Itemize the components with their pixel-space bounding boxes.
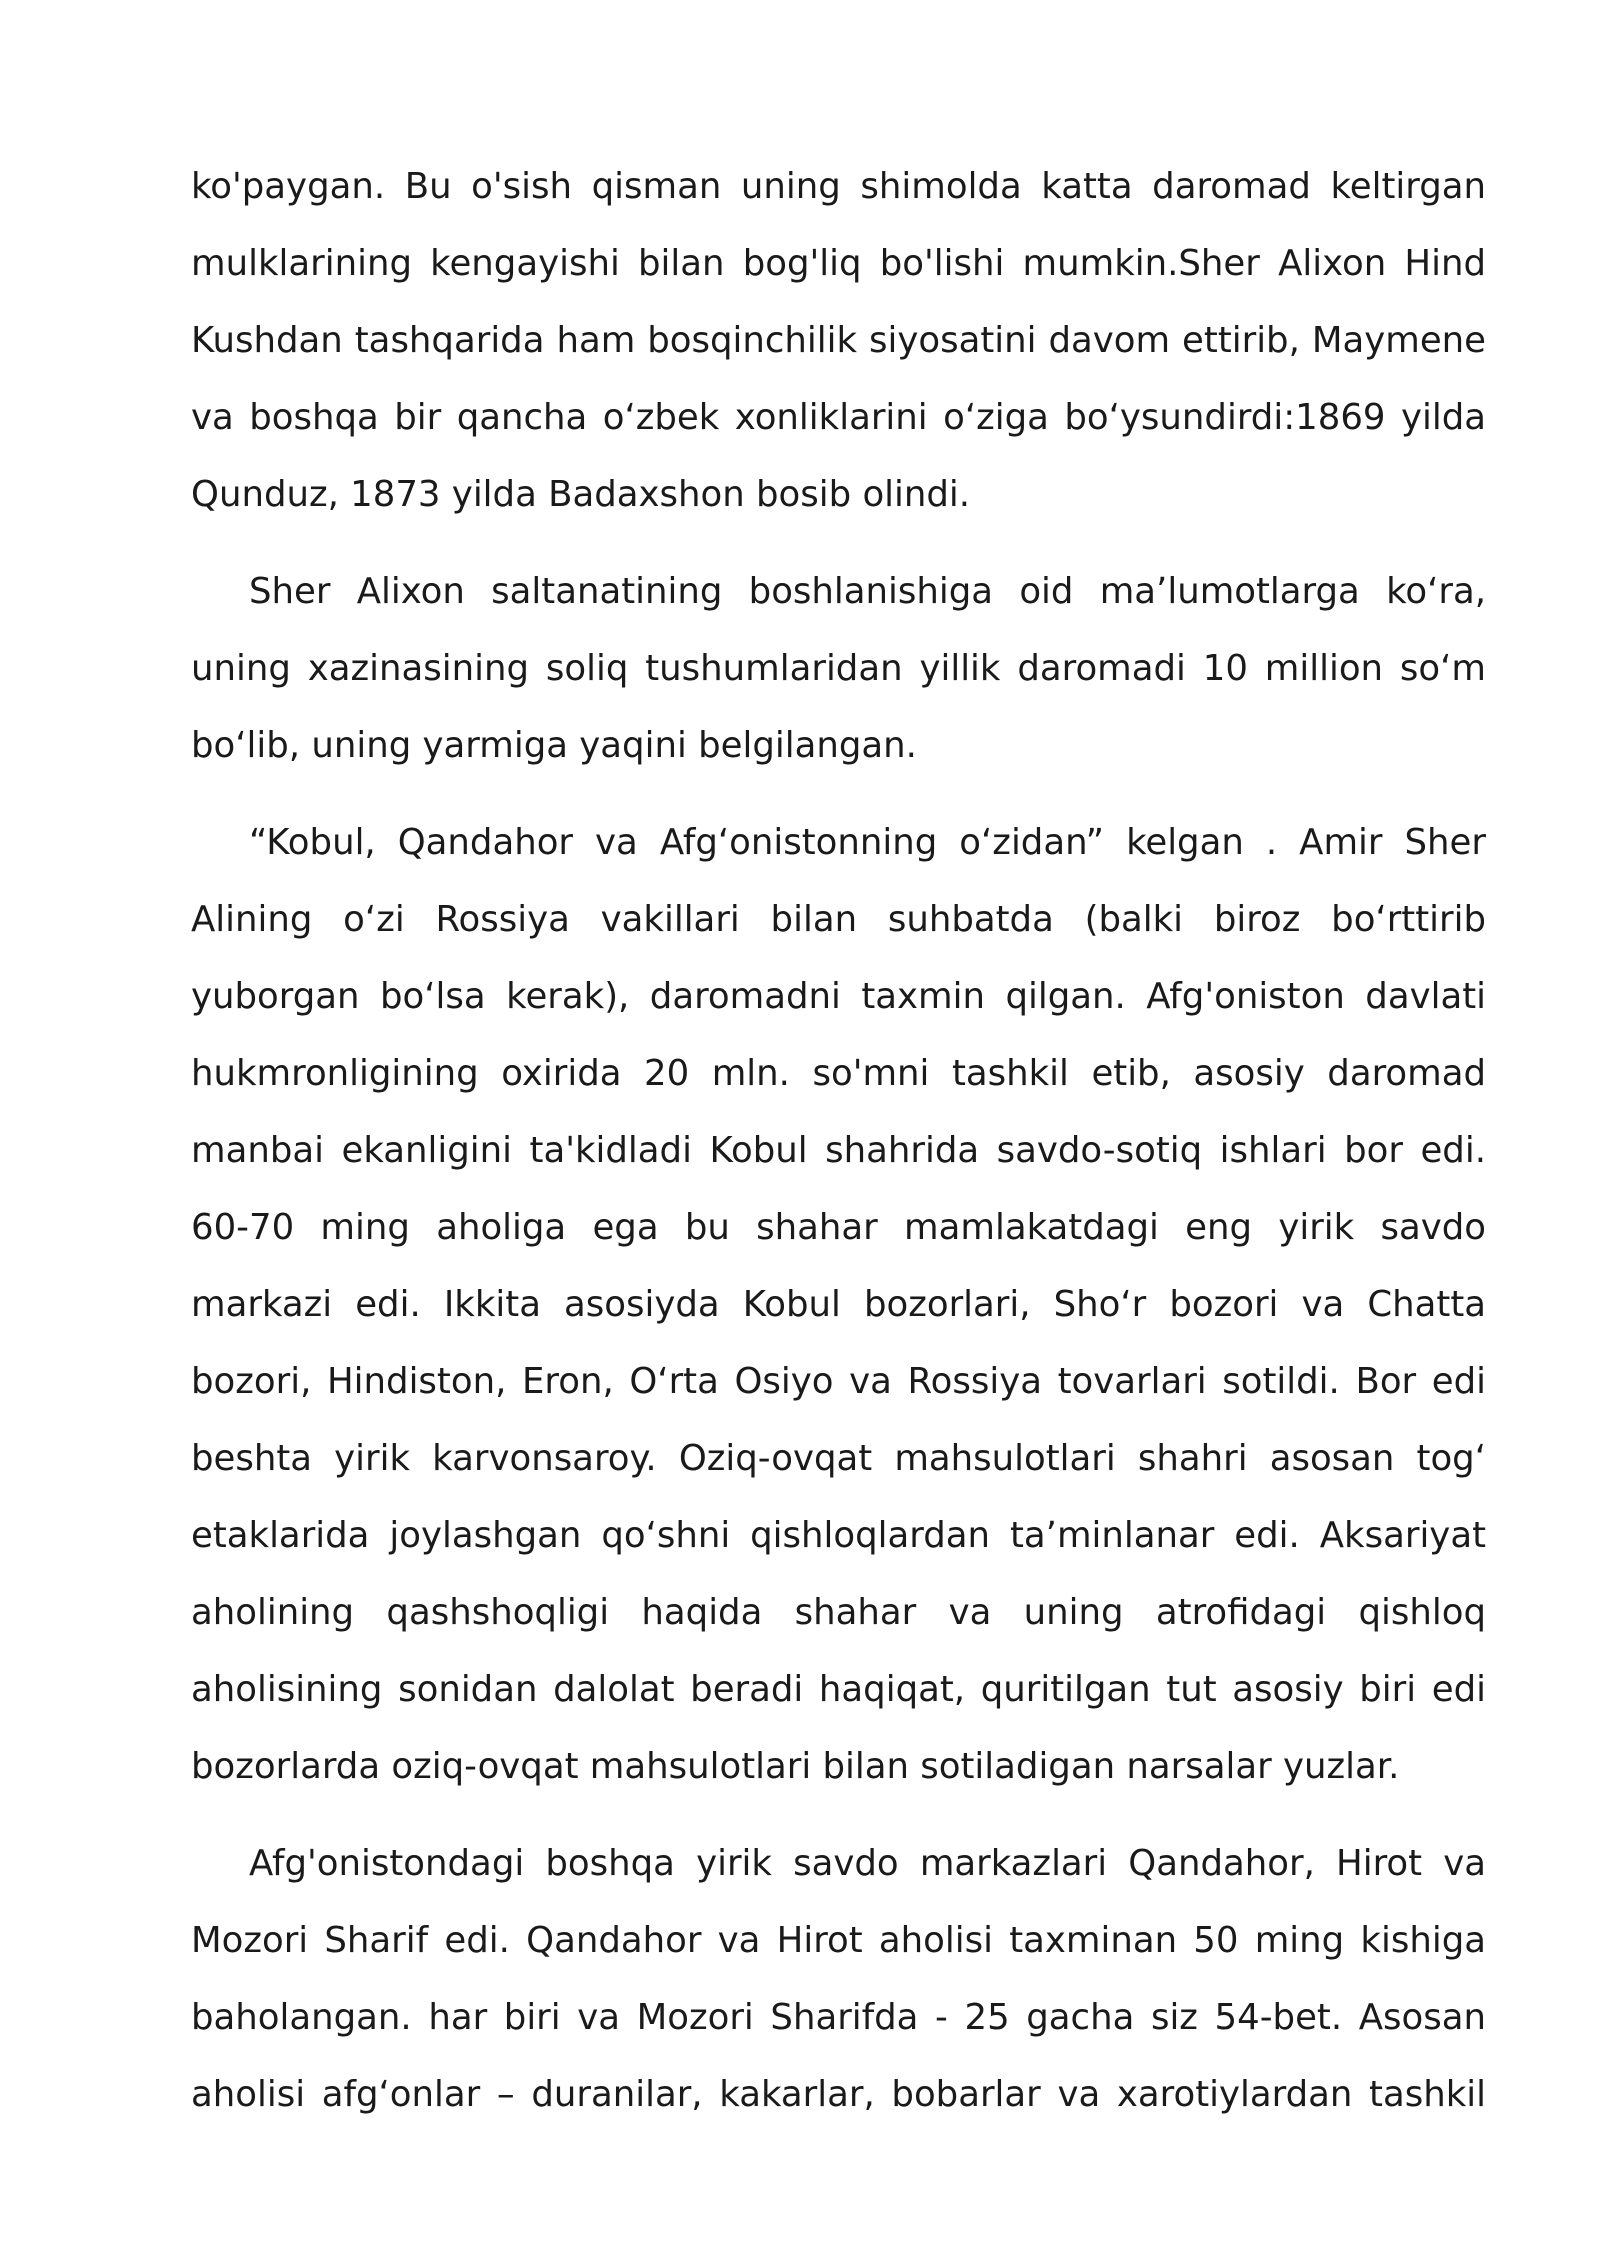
document-body (191, 148, 1486, 2133)
paragraph-3: “Kobul, Qandahor va Afgʻonistonning oʻzidan” kelgan . Amir Sher Alining oʻzi Rossiya vakillari bilan suhbatda (balki biroz boʻrttirib yuborgan boʻlsa kerak), daromadni taxmin qilgan. Afg'oniston davlati hukmronligining oxirida 20 mln. so'mni tashkil etib, asosiy daromad manbai ekanligini ta'kidladi Kobul shahrida savdo-sotiq ishlari bor edi. 60-70 ming aholiga ega bu shahar mamlakatdagi eng yirik savdo markazi edi. Ikkita asosiyda Kobul bozorlari, Shoʻr bozori va Chatta bozori, Hindiston, Eron, Oʻrta Osiyo va Rossiya tovarlari sotildi. Bor edi beshta yirik karvonsaroy. Oziq-ovqat mahsulotlari shahri asosan togʻ etaklarida joylashgan qoʻshni qishloqlardan taʼminlanar edi. Aksariyat aholining qashshoqligi haqida shahar va uning atrofidagi qishloq aholisining sonidan dalolat beradi haqiqat, quritilgan tut asosiy biri edi bozorlarda oziq-ovqat mahsulotlari bilan sotiladigan narsalar yuzlar. (191, 822, 1486, 1787)
paragraph-2: Sher Alixon saltanatining boshlanishiga oid maʼlumotlarga koʻra, uning xazinasining soliq tushumlaridan yillik daromadi 10 million soʻm boʻlib, uning yarmiga yaqini belgilangan. (191, 571, 1486, 766)
paragraph-4: Afg'onistondagi boshqa yirik savdo markazlari Qandahor, Hirot va Mozori Sharif edi. Qandahor va Hirot aholisi taxminan 50 ming kishiga baholangan. har biri va Mozori Sharifda - 25 gacha siz 54-bet. Asosan aholisi afgʻonlar – duranilar, kakarlar, bobarlar va xarotiylardan tashkil (191, 1843, 1486, 2115)
paragraph-1: ko'paygan. Bu o'sish qisman uning shimolda katta daromad keltirgan mulklarining kengayishi bilan bog'liq bo'lishi mumkin.Sher Alixon Hind Kushdan tashqarida ham bosqinchilik siyosatini davom ettirib, Maymene va boshqa bir qancha oʻzbek xonliklarini oʻziga boʻysundirdi:1869 yilda Qunduz, 1873 yilda Badaxshon bosib olindi. (191, 166, 1486, 515)
